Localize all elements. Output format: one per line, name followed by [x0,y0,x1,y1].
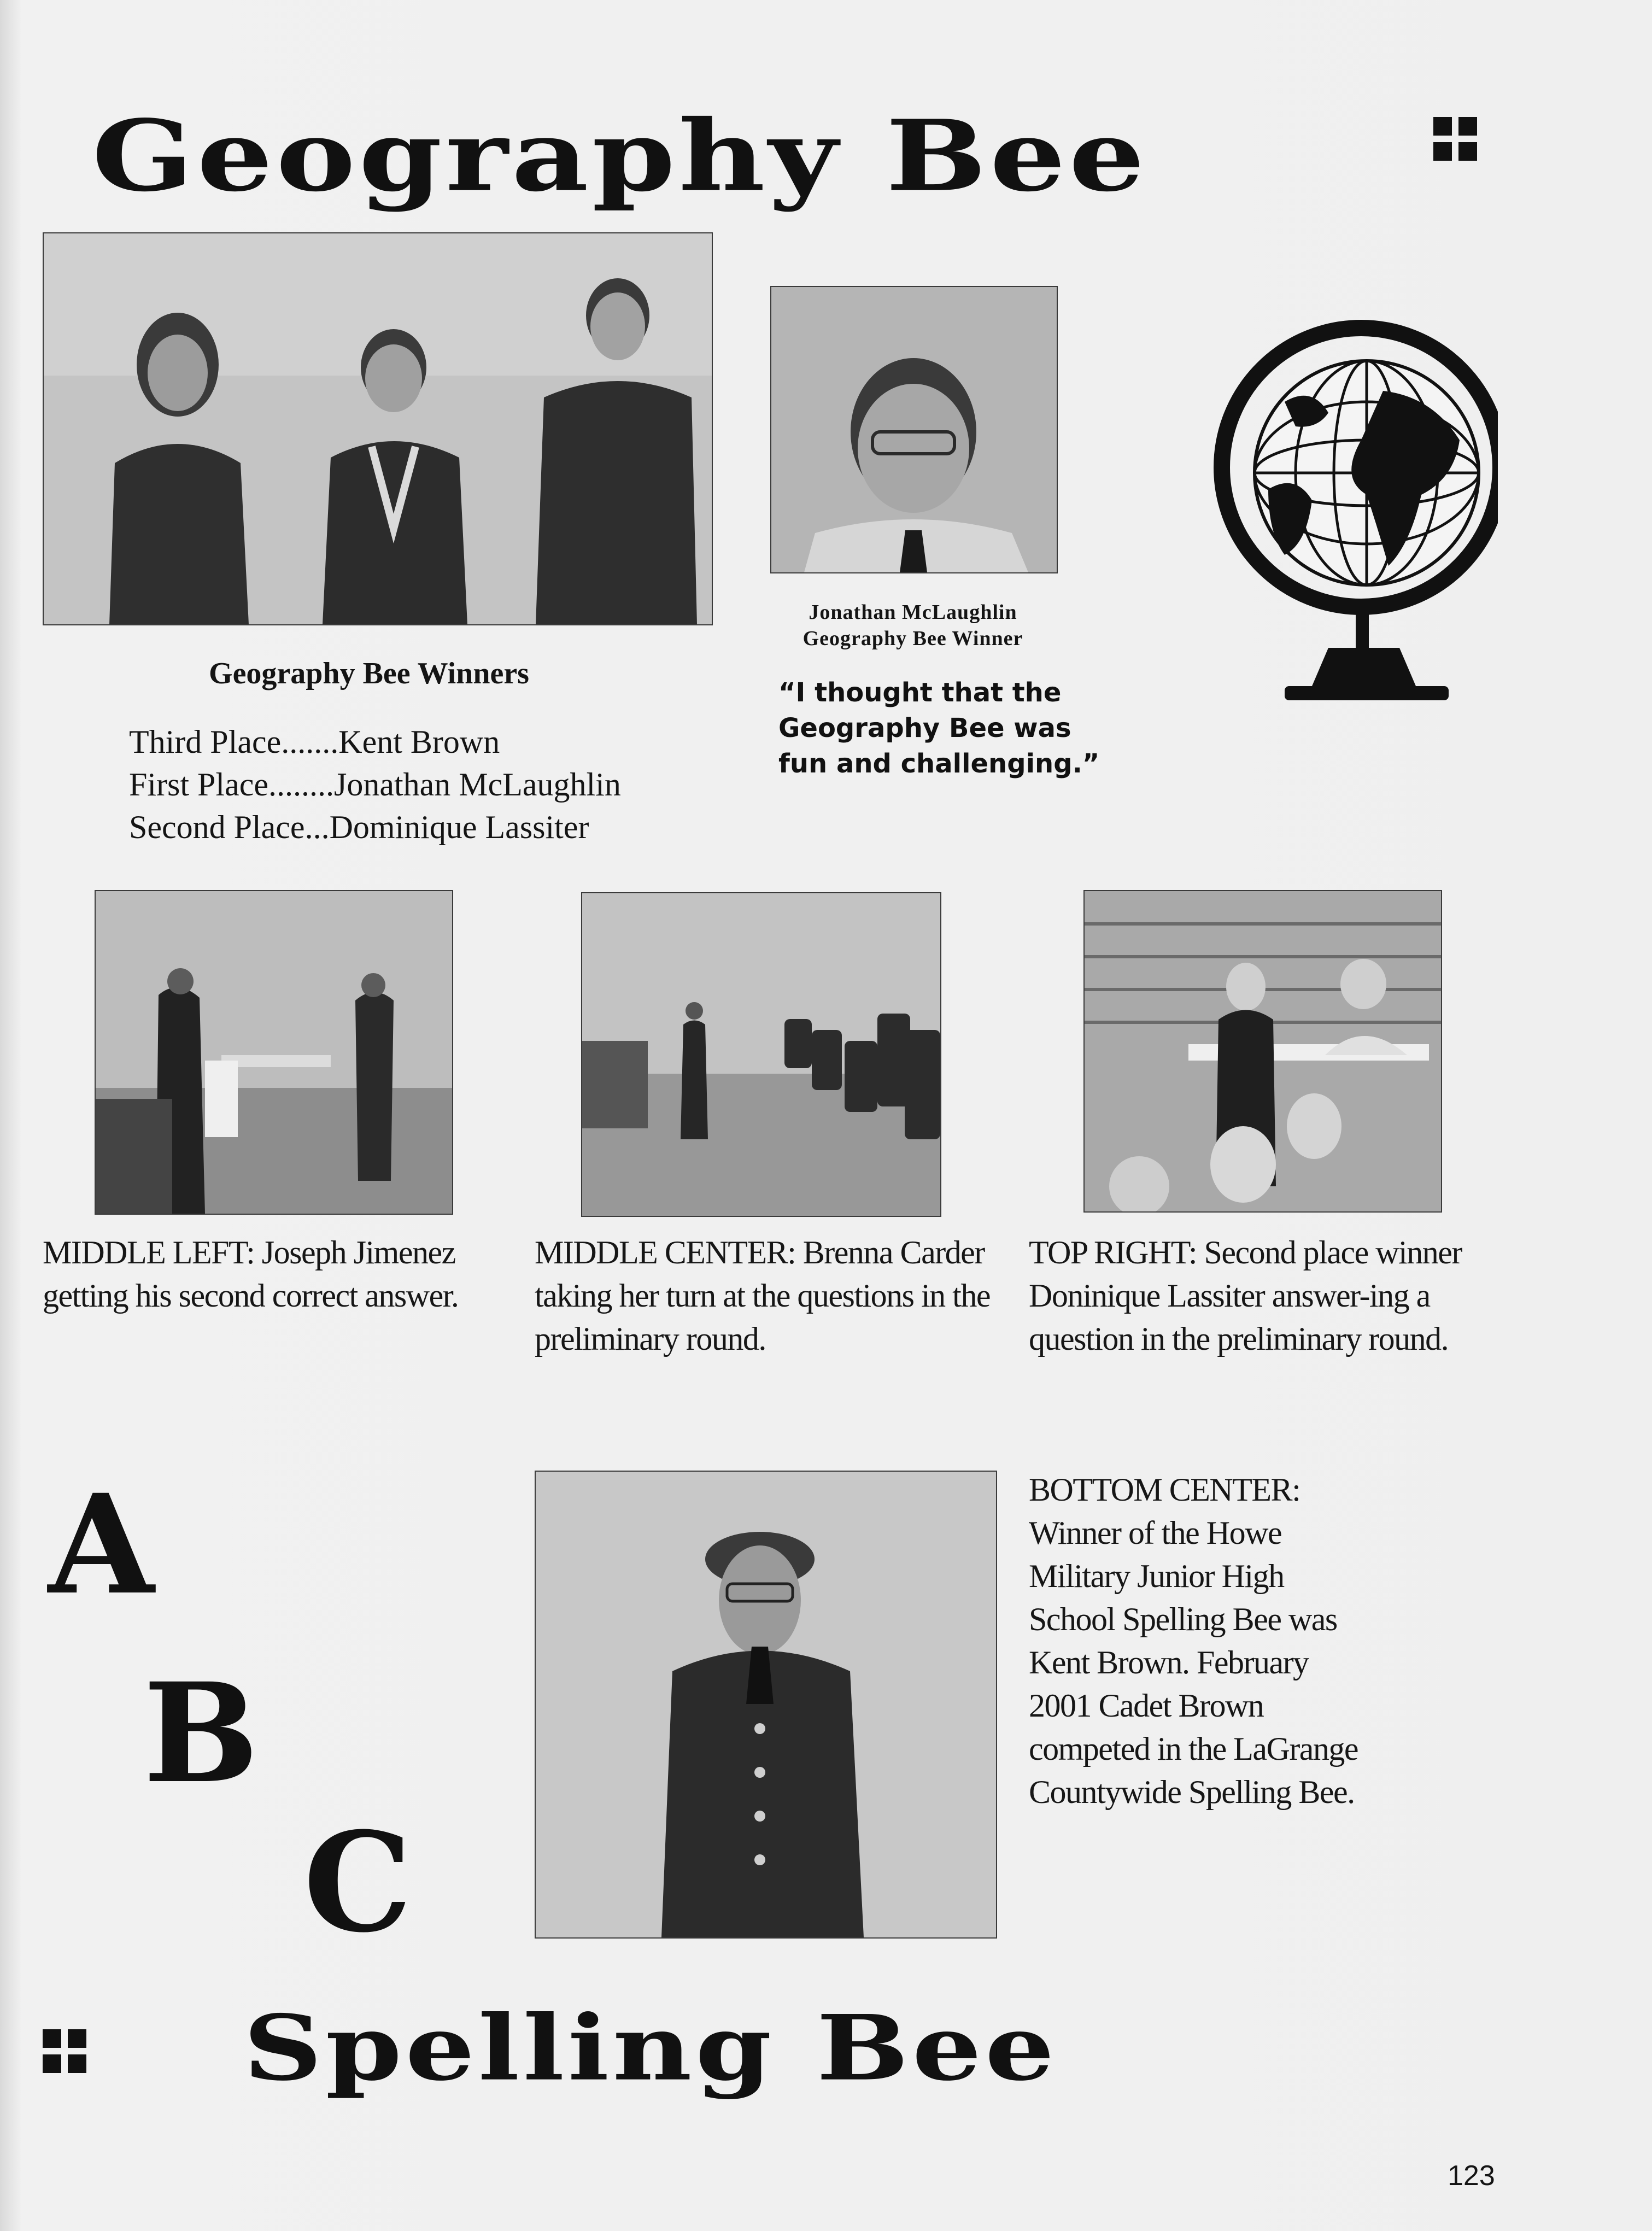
letter-b: B [143,1653,259,1813]
four-square-bullet-icon [43,2029,86,2073]
portrait-caption [770,599,1056,652]
letter-c: C [303,1802,412,1963]
top-right-photo [1083,890,1442,1213]
section-title: Spelling Bee [243,1995,1058,2101]
four-square-bullet-icon [1433,117,1477,161]
middle-left-photo [95,890,453,1215]
winner-portrait-photo [770,286,1058,573]
bottom-center-caption: BOTTOM CENTER: Winner of the Howe Military Junior High School Spelling Bee was Kent Brown. February 2001 Cadet Brown competed in the LaGrange Countywide Spelling Bee. [1029,1472,1358,1810]
middle-left-caption: MIDDLE LEFT: Joseph Jimenez getting his second correct answer. [43,1234,459,1314]
winner-quote: “I thought that the Geography Bee was fun and challenging.” [778,677,1100,779]
winners-heading: Geography Bee Winners [209,657,529,690]
winners-group-photo [43,232,713,625]
winners-line-2: First Place........Jonathan McLaughlin [129,766,621,803]
portrait-caption-title: Geography Bee Winner [802,627,1023,650]
top-right-caption: TOP RIGHT: Second place winner Doninique Lassiter answer-ing a question in the preliminary round. [1029,1234,1462,1357]
bottom-center-photo [535,1471,997,1939]
winners-line-1: Third Place.......Kent Brown [129,724,500,760]
middle-center-caption: MIDDLE CENTER: Brenna Carder taking her turn at the questions in the preliminary round. [535,1234,990,1357]
portrait-caption-name: Jonathan McLaughlin [809,601,1017,624]
letter-a: A [48,1464,154,1625]
page-title: Geography Bee [92,98,1148,214]
middle-center-photo [581,892,941,1217]
winners-line-3: Second Place...Dominique Lassiter [129,809,589,845]
globe-icon [1203,314,1498,719]
page-number: 123 [1448,2160,1495,2192]
